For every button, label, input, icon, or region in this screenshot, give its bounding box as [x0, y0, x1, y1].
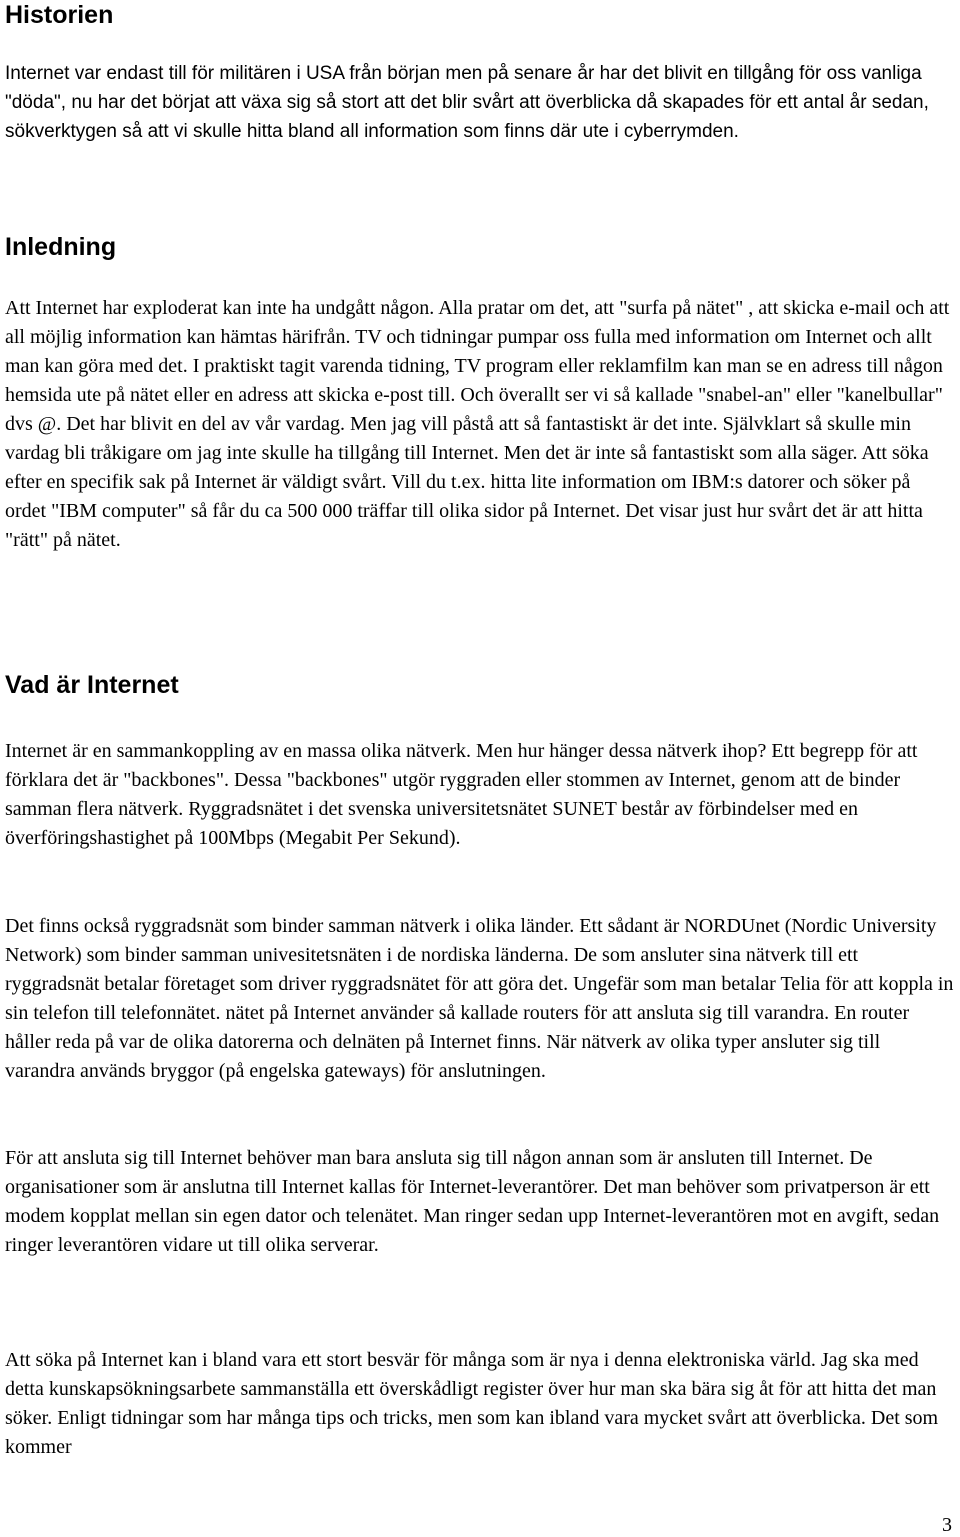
page-number: 3 — [942, 1514, 952, 1536]
heading-historien: Historien — [5, 1, 114, 29]
paragraph-inledning: Att Internet har exploderat kan inte ha undgått någon. Alla pratar om det, att "surfa på nätet" , att skicka e-mail och att all möjlig information kan hämtas härifrån. TV och tidningar pumpar oss fulla med information om Internet och allt man kan göra med det. I praktiskt tagit varenda tidning, TV program eller reklamfilm kan man se en adress till någon hemsida ute på nätet eller en adress att skicka e-post till. Och överallt ser vi så kallade "snabel-an" eller "kanelbullar" dvs @. Det har blivit en del av vår vardag. Men jag vill påstå att så fantastiskt är det inte. Självklart så skulle min vardag bli tråkigare om jag inte skulle ha tillgång till Internet. Men det är inte så fantastiskt som alla säger. Att söka efter en specifik sak på Internet är väldigt svårt. Vill du t.ex. hitta lite information om IBM:s datorer och söker på ordet "IBM computer" så får du ca 500 000 träffar till olika sidor på Internet. Det visar just hur svårt det är att hitta "rätt" på nätet. — [5, 297, 950, 551]
paragraph-vad-ar-internet-4: Att söka på Internet kan i bland vara ett stort besvär för många som är nya i denna elektroniska värld. Jag ska med detta kunskapsökningsarbete sammanställa ett överskådligt register över hur man ska bära sig åt för att hitta det man söker. Enligt tidningar som har många tips och tricks, men som kan ibland vara mycket svårt att överblicka. Det som kommer — [5, 1349, 939, 1458]
paragraph-vad-ar-internet-2: Det finns också ryggradsnät som binder samman nätverk i olika länder. Ett sådant är NORDUnet (Nordic University Network) som binder samman univesitetsnäten i de nordiska länderna. De som ansluter sina nätverk till ett ryggradsnät betalar företaget som driver ryggradsnätet för att göra det. Ungefär som man betalar Telia för att koppla in sin telefon till telefonnätet. nätet på Internet använder så kallade routers för att ansluta sig till varandra. En router håller reda på var de olika datorerna och delnäten på Internet finns. När nätverk av olika typer ansluter sig till varandra används bryggor (på engelska gateways) för anslutningen. — [5, 915, 954, 1082]
heading-inledning: Inledning — [5, 233, 117, 261]
paragraph-vad-ar-internet-3: För att ansluta sig till Internet behöver man bara ansluta sig till någon annan som är ansluten till Internet. De organisationer som är anslutna till Internet kallas för Internet-leverantörer. Det man behöver som privatperson är ett modem kopplat mellan sin egen dator och telenätet. Man ringer sedan upp Internet-leverantören mot en avgift, sedan ringer leverantören vidare ut till olika serverar. — [5, 1147, 940, 1256]
paragraph-historien: Internet var endast till för militären i USA från början men på senare år har det blivit en tillgång för oss vanliga "döda", nu har det börjat att växa sig så stort att det blir svårt att överblicka då skapades för ett antal år sedan, sökverktygen så att vi skulle hitta bland all information som finns där ute i cyberrymden. — [5, 63, 929, 142]
paragraph-vad-ar-internet-1: Internet är en sammankoppling av en massa olika nätverk. Men hur hänger dessa nätverk ihop? Ett begrepp för att förklara det är "backbones". Dessa "backbones" utgör ryggraden eller stommen av Internet, genom att de binder samman flera nätverk. Ryggradsnätet i det svenska universitetsnätet SUNET består av förbindelser med en överföringshastighet på 100Mbps (Megabit Per Sekund). — [5, 740, 918, 849]
heading-vad-ar-internet: Vad är Internet — [5, 671, 179, 699]
